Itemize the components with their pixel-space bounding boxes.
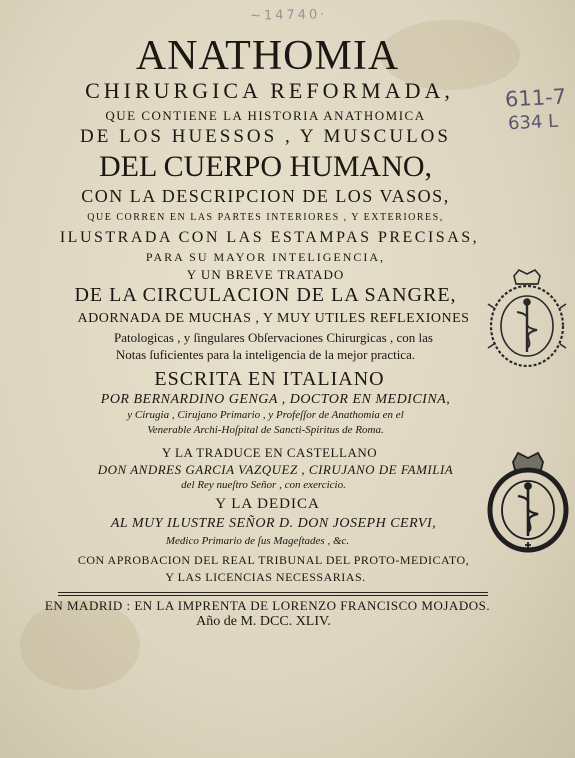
title-line: QUE CONTIENE LA HISTORIA ANATHOMICA [105,108,426,123]
title-line: PARA SU MAYOR INTELIGENCIA, [145,250,386,264]
handwritten-shelfmark-right: 611-7 [504,84,567,112]
divider-rule [58,592,488,593]
author-line: POR BERNARDINO GENGA , DOCTOR EN MEDICINA, [100,392,451,407]
title-line: CON APROBACION DEL REAL TRIBUNAL DEL PROTO-MEDICATO, [77,553,470,567]
title-line: ESCRITA EN ITALIANO [154,368,385,390]
title-line: Y LA DEDICA [215,496,320,512]
title-line: Venerable Archi-Hoſpital de Sancti-Spiritus de Roma. [147,424,384,436]
title-line: Notas ſuficientes para la inteligencia de la mejor practica. [115,347,416,362]
title-line: QUE CORREN EN LAS PARTES INTERIORES , Y EXTERIORES, [87,212,444,223]
title-line: Y LAS LICENCIAS NECESSARIAS. [165,570,366,584]
title-line: Y UN BREVE TRATADO [186,267,345,282]
handwritten-shelfmark-right-2: 634 L [507,110,559,135]
title-line: CHIRURGICA REFORMADA, [85,78,454,103]
title-line: DEL CUERPO HUMANO, [98,150,433,183]
translator-line: DON ANDRES GARCIA VAZQUEZ , CIRUJANO DE FAMILIA [97,462,454,477]
title-line: del Rey nueſtro Señor , con exercicio. [181,479,346,491]
library-stamp-icon [485,450,571,554]
title-line: y Cirugia , Cirujano Primario , y Profeſſor de Anathomia en el [127,409,404,421]
title-line: Medico Primario de ſus Mageſtades , &c. [165,535,350,547]
imprint-line: EN MADRID : EN LA IMPRENTA DE LORENZO FRANCISCO MOJADOS. [44,598,491,613]
divider-rule [58,595,488,596]
title-line: Y LA TRADUCE EN CASTELLANO [161,445,378,460]
dedicatee-line: AL MUY ILUSTRE SEÑOR D. DON JOSEPH CERVI, [110,516,437,531]
title-line: CON LA DESCRIPCION DE LOS VASOS, [81,186,450,206]
title-line: DE LOS HUESSOS , Y MUSCULOS [80,126,451,147]
title-line: Patologicas , y ſingulares Obſervaciones Chirurgicas , con las [114,330,433,345]
handwritten-shelfmark-top: ~14740· [249,7,328,24]
title-line: DE LA CIRCULACION DE LA SANGRE, [74,284,457,306]
title-line: ILUSTRADA CON LAS ESTAMPAS PRECISAS, [59,229,480,246]
library-stamp-icon [484,268,570,372]
title-line: ADORNADA DE MUCHAS , Y MUY UTILES REFLEXIONES [77,311,470,326]
publication-year: Año de M. DCC. XLIV. [196,614,331,629]
book-title: ANATHOMIA [135,33,400,79]
